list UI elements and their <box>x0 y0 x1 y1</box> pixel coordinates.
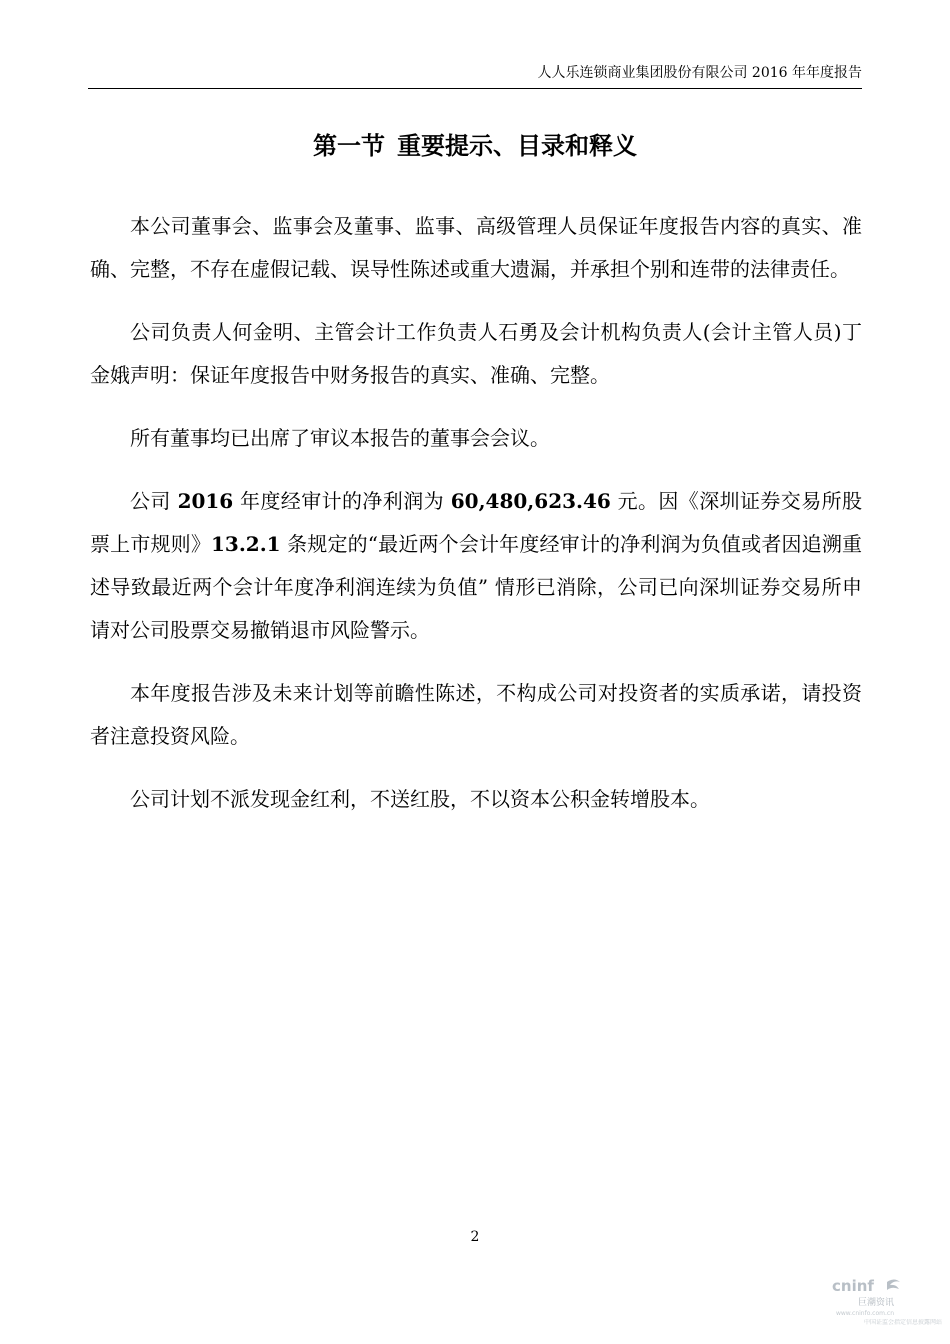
section-title <box>0 130 950 162</box>
paragraph-dividend-plan: 公司计划不派发现金红利，不送红股，不以资本公积金转增股本。 <box>130 787 710 811</box>
page-number: 2 <box>470 1229 480 1245</box>
section-heading: 重要提示、目录和释义 <box>397 131 637 160</box>
cninfo-logo-text: cninf <box>832 1277 874 1295</box>
cninfo-chinese-name: 巨潮资讯 <box>857 1298 894 1308</box>
cninfo-url: www.cninfo.com.cn <box>835 1310 894 1317</box>
cninfo-logo <box>832 1276 902 1296</box>
net-profit-amount: 60,480,623.46 <box>450 489 611 513</box>
cninfo-swirl-icon <box>887 1280 900 1291</box>
paragraph-net-profit <box>90 480 862 652</box>
cninfo-watermark <box>832 1276 942 1338</box>
header-title: 人人乐连锁商业集团股份有限公司 2016 年年度报告 <box>537 65 862 81</box>
net-profit-text-4: 条规定的“最近两个会计年度经审计的净利润为负值或者因追溯重述导致最近两个会计年度净利润连续为负值” 情形已消除，公司已向深圳证券交易所申请对公司股票交易撤销退市风险警示。 <box>90 532 862 642</box>
section-number: 第一节 <box>313 131 385 160</box>
paragraph-board-guarantee: 本公司董事会、监事会及董事、监事、高级管理人员保证年度报告内容的真实、准确、完整，不存在虚假记载、误导性陈述或重大遗漏，并承担个别和连带的法律责任。 <box>90 214 862 281</box>
cninfo-description: 中国证监会指定信息披露网站 <box>863 1319 942 1326</box>
net-profit-text-3: 元。因《深圳证券交易所股票上市规则》 <box>90 489 862 556</box>
paragraph-forward-looking: 本年度报告涉及未来计划等前瞻性陈述，不构成公司对投资者的实质承诺，请投资者注意投资风险。 <box>90 681 862 748</box>
paragraph-board-attendance: 所有董事均已出席了审议本报告的董事会会议。 <box>130 426 550 450</box>
net-profit-text-1: 公司 <box>130 489 178 513</box>
page-header <box>88 62 862 89</box>
paragraph-responsible-persons: 公司负责人何金明、主管会计工作负责人石勇及会计机构负责人(会计主管人员)丁金娥声明：保证年度报告中财务报告的真实、准确、完整。 <box>90 320 862 387</box>
rule-number: 13.2.1 <box>211 532 281 556</box>
body-text <box>90 205 862 841</box>
net-profit-text-2: 年度经审计的净利润为 <box>233 489 451 513</box>
net-profit-year: 2016 <box>177 489 234 513</box>
